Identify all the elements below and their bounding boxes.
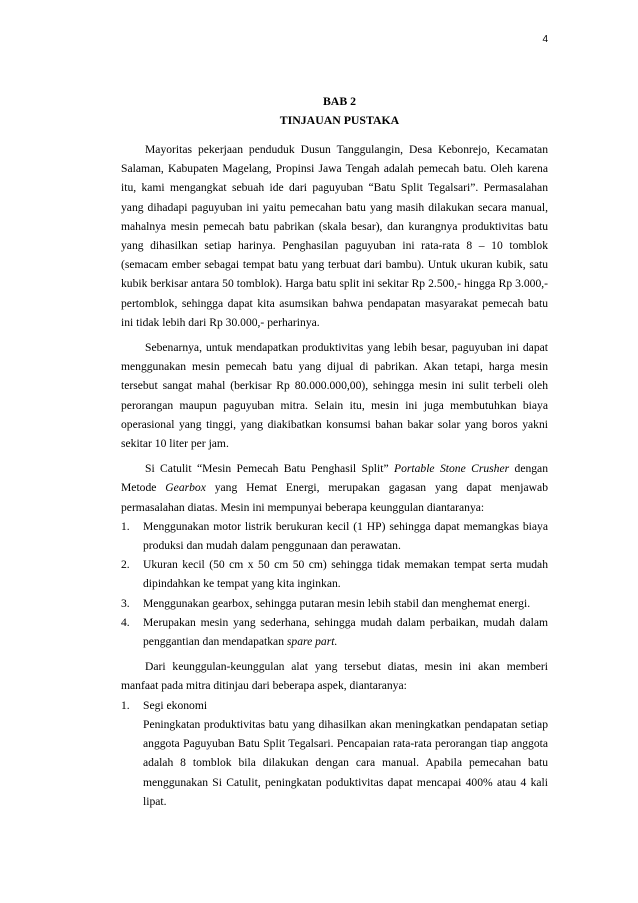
advantages-list [121, 517, 548, 651]
aspect-item [121, 696, 548, 715]
aspect-number: 1. [121, 698, 130, 712]
advantage-item [121, 555, 548, 593]
advantage-number: 3. [121, 596, 130, 610]
advantage-item [121, 517, 548, 555]
paragraph-intro: Mayoritas pekerjaan penduduk Dusun Tanggulangin, Desa Kebonrejo, Kecamatan Salaman, Kabupaten Magelang, Propinsi Jawa Tengah adalah pemecah batu. Oleh karena itu, kami mengangkat sebuah ide dari paguyuban “Batu Split Tegalsari”. Permasalahan yang dihadapi paguyuban ini yaitu pemecahan batu yang masih dilakukan secara manual, mahalnya mesin pemecah batu pabrikan (skala besar), dan kurangnya produktivitas batu yang dihasilkan setiap harinya. Penghasilan paguyuban ini rata-rata 8 – 10 tomblok (semacam ember sebagai tempat batu yang terbuat dari bambu). Untuk ukuran kubik, satu kubik berkisar antara 50 tomblok). Harga batu split ini sekitar Rp 2.500,- hingga Rp 3.000,- pertomblok, sehingga dapat kita asumsikan bahwa pendapatan masyarakat pemecah batu ini tidak lebih dari Rp 30.000,- perharinya. [121, 143, 548, 329]
advantage-item [121, 594, 548, 613]
portable-stone-crusher-term: Portable Stone Crusher [394, 462, 510, 476]
advantage-text: Menggunakan gearbox, sehingga putaran mesin lebih stabil dan menghemat energi. [143, 596, 531, 610]
aspect-body: Peningkatan produktivitas batu yang dihasilkan akan meningkatkan pendapatan setiap anggota Paguyuban Batu Split Tegalsari. Pencapaian rata-rata perorangan tiap anggota adalah 8 tomblok bila dilakukan dengan cara manual. Apabila pemecahan batu menggunakan Si Catulit, peningkatan poduktivitas dapat mencapai 400% atau 4 kali lipat. [143, 717, 548, 808]
paragraph-machine-cost: Sebenarnya, untuk mendapatkan produktivitas yang lebih besar, paguyuban ini dapat menggunakan mesin pemecah batu yang dijual di pabrikan. Akan tetapi, harga mesin tersebut sangat mahal (berkisar Rp 80.000.000,00), sehingga mesin ini sulit terbeli oleh perorangan maupun paguyuban mitra. Selain itu, mesin ini juga membutuhkan biaya operasional yang tinggi, yang diakibatkan konsumsi bahan bakar solar yang boros yakni sekitar 10 liter per jam. [121, 341, 548, 451]
gearbox-term: Gearbox [165, 481, 206, 495]
chapter-title: TINJAUAN PUSTAKA [279, 113, 400, 127]
paragraph-si-catulit-part2: dengan Metode [121, 462, 548, 495]
advantage-text: Merupakan mesin yang sederhana, sehingga mudah dalam perbaikan, mudah dalam penggantian dan mendapatkan [143, 615, 548, 649]
advantage-number: 1. [121, 519, 130, 533]
spare-part-term: spare part. [286, 635, 338, 649]
advantage-text: Menggunakan motor listrik berukuran kecil (1 HP) sehingga dapat memangkas biaya produksi dan mudah dalam penggunaan dan perawatan. [143, 519, 548, 553]
paragraph-si-catulit [121, 459, 548, 517]
paragraph-benefits: Dari keunggulan-keunggulan alat yang tersebut diatas, mesin ini akan memberi manfaat pada mitra ditinjau dari beberapa aspek, diantaranya: [121, 660, 548, 693]
aspects-list [121, 696, 548, 715]
aspect-title: Segi ekonomi [143, 698, 208, 712]
advantage-item [121, 613, 548, 651]
advantage-number: 4. [121, 615, 130, 629]
document-body [121, 92, 548, 811]
page-number: 4 [542, 34, 548, 45]
advantage-text: Ukuran kecil (50 cm x 50 cm 50 cm) sehingga tidak memakan tempat serta mudah dipindahkan ke tempat yang kita inginkan. [143, 558, 548, 591]
chapter-number: BAB 2 [322, 94, 357, 108]
paragraph-si-catulit-part1: Si Catulit “Mesin Pemecah Batu Penghasil Split” [145, 462, 394, 476]
paragraph-si-catulit-part3: yang Hemat Energi, merupakan gagasan yang dapat menjawab permasalahan diatas. Mesin ini mempunyai beberapa keunggulan diantaranya: [121, 481, 548, 514]
advantage-number: 2. [121, 558, 130, 572]
